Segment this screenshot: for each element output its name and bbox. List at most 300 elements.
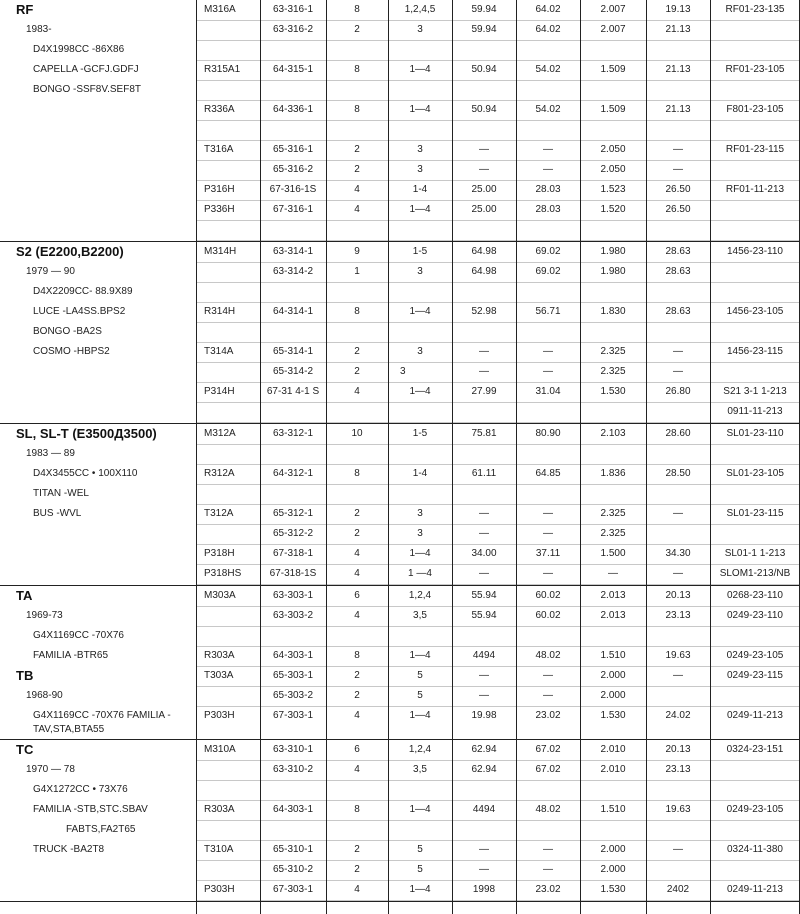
dim-a-cell: 4494 xyxy=(472,804,496,815)
thickness-cell: 2.325 xyxy=(600,366,626,377)
dim-c-cell xyxy=(646,820,710,840)
table-row xyxy=(0,242,800,262)
dim-c-cell: 28.60 xyxy=(665,428,691,439)
part-code-cell xyxy=(200,80,264,100)
dim-a-cell: 52.98 xyxy=(471,306,497,317)
dim-b-cell: 31.04 xyxy=(535,386,561,397)
model-title: TB xyxy=(16,668,34,683)
dim-b-cell xyxy=(516,820,580,840)
dim-b-cell: 60.02 xyxy=(535,590,561,601)
dim-a-cell xyxy=(452,120,516,140)
part-code-cell: P303H xyxy=(204,710,235,721)
positions-cell: 5 xyxy=(417,690,423,701)
positions-cell xyxy=(388,40,452,60)
table-row xyxy=(0,20,800,40)
dim-c-cell: — xyxy=(673,346,683,357)
part-number-cell: 67-318-1 xyxy=(272,548,314,559)
thickness-cell: 1.530 xyxy=(600,386,626,397)
dim-a-cell: — xyxy=(479,568,489,579)
thickness-cell: 1.509 xyxy=(600,104,626,115)
dim-a-cell: 50.94 xyxy=(471,64,497,75)
dim-b-cell: 48.02 xyxy=(535,650,561,661)
positions-cell: 1—4 xyxy=(409,306,431,317)
thickness-cell: 2.325 xyxy=(600,346,626,357)
model-info: FAMILIA -STB,STC.SBAV xyxy=(33,804,148,815)
oem-number-cell: RF01-23-135 xyxy=(725,4,785,15)
column-divider xyxy=(326,0,327,914)
positions-cell xyxy=(388,80,452,100)
dim-a-cell: 64.98 xyxy=(471,266,497,277)
part-number-cell: 65-303-1 xyxy=(272,670,314,681)
oem-number-cell xyxy=(710,626,800,646)
dim-a-cell: 50.94 xyxy=(471,104,497,115)
dim-c-cell: 2402 xyxy=(666,884,690,895)
part-number-cell xyxy=(260,780,326,800)
part-code-cell xyxy=(200,322,264,342)
dim-c-cell: 23.13 xyxy=(665,764,691,775)
quantity-cell xyxy=(326,780,388,800)
oem-number-cell xyxy=(710,80,800,100)
table-row xyxy=(0,586,800,606)
positions-cell: 1-4 xyxy=(412,468,428,479)
dim-b-cell: 54.02 xyxy=(535,104,561,115)
model-info xyxy=(0,120,196,140)
dim-a-cell: 55.94 xyxy=(471,590,497,601)
dim-a-cell xyxy=(452,80,516,100)
part-number-cell: 63-303-2 xyxy=(272,610,314,621)
table-row xyxy=(0,840,800,860)
part-code-cell: R314H xyxy=(204,306,236,317)
model-info: D4X1998CC -86X86 xyxy=(33,44,125,55)
part-code-cell xyxy=(200,160,264,180)
thickness-cell: 1.523 xyxy=(600,184,626,195)
part-code-cell: R312A xyxy=(204,468,235,479)
thickness-cell: 2.007 xyxy=(600,4,626,15)
positions-cell: 3 xyxy=(417,144,423,155)
oem-number-cell: 0249-23-110 xyxy=(727,610,783,621)
dim-b-cell xyxy=(516,780,580,800)
part-number-cell xyxy=(260,120,326,140)
model-info xyxy=(0,180,196,200)
oem-number-cell xyxy=(710,780,800,800)
positions-cell xyxy=(388,626,452,646)
dim-b-cell: 80.90 xyxy=(535,428,561,439)
quantity-cell: 4 xyxy=(354,184,360,195)
dim-b-cell: — xyxy=(543,528,553,539)
model-info: BONGO -SSF8V.SEF8T xyxy=(33,84,141,95)
table-row xyxy=(0,362,800,382)
part-number-cell: 63-316-2 xyxy=(272,24,314,35)
model-info xyxy=(0,140,196,160)
quantity-cell: 4 xyxy=(354,884,360,895)
part-number-cell: 67-303-1 xyxy=(272,710,314,721)
thickness-cell: 1.500 xyxy=(600,548,626,559)
thickness-cell: 2.325 xyxy=(600,528,626,539)
model-title: TC xyxy=(16,742,34,757)
model-info: COSMO -HBPS2 xyxy=(33,346,110,357)
oem-number-cell xyxy=(710,220,800,240)
part-code-cell: R336A xyxy=(204,104,235,115)
thickness-cell xyxy=(580,80,646,100)
positions-cell: 5 xyxy=(417,864,423,875)
dim-a-cell: 64.98 xyxy=(471,246,497,257)
dim-b-cell: 69.02 xyxy=(535,266,561,277)
part-number-cell: 65-310-1 xyxy=(272,844,314,855)
table-row xyxy=(0,740,800,760)
quantity-cell: 4 xyxy=(354,568,360,579)
dim-a-cell xyxy=(452,40,516,60)
part-code-cell xyxy=(200,220,264,240)
dim-c-cell: — xyxy=(673,144,683,155)
thickness-cell: 1.530 xyxy=(600,884,626,895)
quantity-cell xyxy=(326,484,388,504)
quantity-cell xyxy=(326,120,388,140)
dim-c-cell: 28.63 xyxy=(665,266,691,277)
quantity-cell: 4 xyxy=(354,386,360,397)
quantity-cell: 2 xyxy=(354,346,360,357)
model-info xyxy=(0,220,196,240)
part-number-cell: 64-315-1 xyxy=(272,64,314,75)
dim-b-cell: 28.03 xyxy=(535,204,561,215)
dim-b-cell: — xyxy=(543,164,553,175)
thickness-cell: 2.013 xyxy=(600,590,626,601)
part-number-cell: 64-314-1 xyxy=(272,306,314,317)
table-row xyxy=(0,322,800,342)
oem-number-cell: 0249-11-213 xyxy=(727,710,783,721)
part-number-cell xyxy=(260,282,326,302)
oem-number-cell xyxy=(710,120,800,140)
dim-c-cell xyxy=(646,402,710,422)
part-number-cell: 63-310-2 xyxy=(272,764,314,775)
dim-c-cell: 34.30 xyxy=(665,548,691,559)
dim-c-cell xyxy=(646,686,710,706)
oem-number-cell xyxy=(710,760,800,780)
model-info xyxy=(0,382,196,402)
model-title: RF xyxy=(16,2,34,17)
quantity-cell: 4 xyxy=(354,204,360,215)
quantity-cell: 2 xyxy=(354,366,360,377)
model-info: G4X1169CC -70X76 FAMILIA -TAV,STA,BTA55 xyxy=(33,710,171,735)
positions-cell: 3 xyxy=(417,508,423,519)
table-row xyxy=(0,302,800,322)
part-number-cell: 63-310-1 xyxy=(272,744,314,755)
thickness-cell xyxy=(580,282,646,302)
dim-a-cell: — xyxy=(479,864,489,875)
model-info: TITAN -WEL xyxy=(33,488,89,499)
table-row xyxy=(0,800,800,820)
dim-c-cell: — xyxy=(673,508,683,519)
dim-a-cell: 55.94 xyxy=(471,610,497,621)
dim-a-cell: — xyxy=(479,528,489,539)
quantity-cell: 2 xyxy=(354,24,360,35)
table-row xyxy=(0,760,800,780)
table-row xyxy=(0,706,800,735)
dim-a-cell xyxy=(452,322,516,342)
dim-b-cell: 64.02 xyxy=(535,4,561,15)
part-number-cell xyxy=(260,626,326,646)
thickness-cell xyxy=(580,402,646,422)
part-code-cell: P318HS xyxy=(204,568,242,579)
dim-b-cell xyxy=(516,402,580,422)
dim-b-cell: — xyxy=(543,144,553,155)
dim-c-cell xyxy=(646,444,710,464)
quantity-cell xyxy=(326,220,388,240)
part-code-cell: T316A xyxy=(204,144,234,155)
dim-c-cell xyxy=(646,220,710,240)
oem-number-cell: F801-23-105 xyxy=(726,104,784,115)
part-code-cell: T310A xyxy=(204,844,234,855)
thickness-cell: 1.830 xyxy=(600,306,626,317)
dim-a-cell: — xyxy=(479,670,489,681)
part-number-cell: 64-312-1 xyxy=(272,468,314,479)
model-info xyxy=(0,402,196,422)
part-number-cell: 67-303-1 xyxy=(272,884,314,895)
quantity-cell: 8 xyxy=(354,306,360,317)
thickness-cell xyxy=(580,484,646,504)
part-code-cell xyxy=(200,262,264,282)
part-number-cell: 64-303-1 xyxy=(272,804,314,815)
part-number-cell: 67-316-1S xyxy=(269,184,317,195)
quantity-cell: 2 xyxy=(354,144,360,155)
dim-b-cell: 28.03 xyxy=(535,184,561,195)
part-number-cell: 65-303-2 xyxy=(272,690,314,701)
table-row xyxy=(0,424,800,444)
table-row xyxy=(0,464,800,484)
dim-c-cell xyxy=(646,282,710,302)
quantity-cell: 2 xyxy=(354,670,360,681)
oem-number-cell: SLOM1-213/NB xyxy=(719,568,791,579)
table-row xyxy=(0,0,800,20)
oem-number-cell xyxy=(710,200,800,220)
quantity-cell: 10 xyxy=(351,428,363,439)
dim-a-cell: 61.11 xyxy=(471,468,497,479)
quantity-cell: 2 xyxy=(354,508,360,519)
quantity-cell: 8 xyxy=(354,64,360,75)
positions-cell xyxy=(388,402,452,422)
dim-b-cell: 56.71 xyxy=(535,306,561,317)
dim-a-cell xyxy=(452,484,516,504)
positions-cell: 3 xyxy=(417,24,423,35)
part-code-cell xyxy=(200,40,264,60)
oem-number-cell: 0324-23-151 xyxy=(726,744,784,755)
model-title: TA xyxy=(16,588,33,603)
thickness-cell xyxy=(580,40,646,60)
part-number-cell: 63-314-1 xyxy=(272,246,314,257)
model-info xyxy=(0,100,196,120)
dim-a-cell: — xyxy=(479,346,489,357)
quantity-cell xyxy=(326,820,388,840)
model-info xyxy=(0,160,196,180)
part-number-cell: 65-314-1 xyxy=(272,346,314,357)
table-row xyxy=(0,444,800,464)
positions-cell: 1-5 xyxy=(412,246,428,257)
oem-number-cell xyxy=(710,860,800,880)
part-code-cell xyxy=(200,760,264,780)
part-code-cell xyxy=(200,362,264,382)
dim-b-cell: — xyxy=(543,844,553,855)
part-number-cell: 67-316-1 xyxy=(272,204,314,215)
oem-number-cell xyxy=(710,444,800,464)
oem-number-cell xyxy=(710,484,800,504)
dim-a-cell xyxy=(452,820,516,840)
quantity-cell: 4 xyxy=(354,710,360,721)
positions-cell: 1—4 xyxy=(409,204,431,215)
column-divider xyxy=(646,0,647,914)
part-code-cell: T312A xyxy=(204,508,234,519)
positions-cell: 1-5 xyxy=(412,428,428,439)
table-row xyxy=(0,524,800,544)
table-row xyxy=(0,606,800,626)
part-code-cell xyxy=(200,606,264,626)
dim-a-cell: — xyxy=(479,164,489,175)
dim-c-cell xyxy=(646,626,710,646)
positions-cell: 5 xyxy=(417,670,423,681)
model-info: LUCE -LA4SS.BPS2 xyxy=(33,306,126,317)
thickness-cell: 2.000 xyxy=(600,690,626,701)
model-info xyxy=(0,880,196,900)
quantity-cell: 8 xyxy=(354,104,360,115)
oem-number-cell xyxy=(710,262,800,282)
positions-cell: 1—4 xyxy=(409,710,431,721)
oem-number-cell: SL01-23-115 xyxy=(726,508,784,519)
model-info: FABTS,FA2T65 xyxy=(66,824,136,835)
positions-cell xyxy=(388,322,452,342)
dim-c-cell: 21.13 xyxy=(665,24,691,35)
quantity-cell: 2 xyxy=(354,690,360,701)
dim-b-cell xyxy=(516,220,580,240)
positions-cell: 3 xyxy=(417,266,423,277)
dim-b-cell xyxy=(516,444,580,464)
table-row xyxy=(0,120,800,140)
part-number-cell xyxy=(260,322,326,342)
model-info: G4X1272CC • 73X76 xyxy=(33,784,128,795)
oem-number-cell xyxy=(710,524,800,544)
model-info: 1983- xyxy=(26,24,52,35)
dim-c-cell xyxy=(646,860,710,880)
quantity-cell: 2 xyxy=(354,164,360,175)
dim-c-cell: 28.50 xyxy=(665,468,691,479)
oem-number-cell: 0249-23-105 xyxy=(726,650,784,661)
dim-a-cell xyxy=(452,402,516,422)
model-info xyxy=(0,362,196,382)
oem-number-cell xyxy=(710,686,800,706)
part-code-cell xyxy=(200,444,264,464)
thickness-cell xyxy=(580,120,646,140)
model-info: 1968-90 xyxy=(26,690,63,701)
oem-number-cell xyxy=(710,322,800,342)
thickness-cell: 1.980 xyxy=(600,246,626,257)
dim-a-cell: 1998 xyxy=(472,884,496,895)
part-code-cell: P318H xyxy=(204,548,235,559)
dim-c-cell xyxy=(646,40,710,60)
model-info: 1983 — 89 xyxy=(26,448,75,459)
column-divider xyxy=(580,0,581,914)
quantity-cell xyxy=(326,80,388,100)
model-info: G4X1169CC -70X76 xyxy=(33,630,124,641)
model-info: 1970 — 78 xyxy=(26,764,75,775)
model-info xyxy=(0,544,196,564)
model-info: BUS -WVL xyxy=(33,508,82,519)
dim-b-cell: 23.02 xyxy=(535,710,561,721)
positions-cell: 3,5 xyxy=(413,610,427,621)
table-row xyxy=(0,60,800,80)
thickness-cell: 2.000 xyxy=(600,844,626,855)
dim-a-cell xyxy=(452,282,516,302)
column-divider xyxy=(710,0,711,914)
dim-a-cell xyxy=(452,626,516,646)
dim-a-cell: 62.94 xyxy=(471,744,497,755)
dim-b-cell xyxy=(516,120,580,140)
table-row xyxy=(0,860,800,880)
model-info: D4X2209CC- 88.9X89 xyxy=(33,286,133,297)
dim-b-cell: — xyxy=(543,346,553,357)
table-row xyxy=(0,282,800,302)
dim-c-cell xyxy=(646,484,710,504)
model-info: 1979 — 90 xyxy=(26,266,75,277)
thickness-cell: 2.000 xyxy=(600,670,626,681)
oem-number-cell xyxy=(710,160,800,180)
dim-b-cell: 54.02 xyxy=(535,64,561,75)
part-code-cell: M303A xyxy=(204,590,236,601)
quantity-cell xyxy=(326,282,388,302)
part-number-cell xyxy=(260,444,326,464)
dim-a-cell: 59.94 xyxy=(471,24,497,35)
dim-c-cell: 19.63 xyxy=(665,650,691,661)
table-row xyxy=(0,80,800,100)
table-row xyxy=(0,686,800,706)
table-row xyxy=(0,140,800,160)
dim-b-cell: 69.02 xyxy=(535,246,561,257)
thickness-cell xyxy=(580,780,646,800)
dim-a-cell: — xyxy=(479,690,489,701)
table-row xyxy=(0,780,800,800)
thickness-cell: 1.836 xyxy=(600,468,626,479)
dim-b-cell: — xyxy=(543,690,553,701)
part-code-cell xyxy=(200,484,264,504)
dim-b-cell: 37.11 xyxy=(535,548,561,559)
part-number-cell: 67-31 4-1 S xyxy=(266,386,320,397)
quantity-cell xyxy=(326,626,388,646)
dim-c-cell: 28.63 xyxy=(665,246,691,257)
part-code-cell: P316H xyxy=(204,184,235,195)
positions-cell xyxy=(388,780,452,800)
oem-number-cell: 0324-11-380 xyxy=(727,844,783,855)
thickness-cell: 1.980 xyxy=(600,266,626,277)
dim-c-cell: — xyxy=(673,568,683,579)
part-code-cell xyxy=(200,524,264,544)
oem-number-cell: 1456-23-110 xyxy=(727,246,783,257)
dim-b-cell: 67.02 xyxy=(535,744,561,755)
dim-a-cell: 19.98 xyxy=(471,710,497,721)
oem-number-cell: SL01-1 1-213 xyxy=(724,548,786,559)
positions-cell: 5 xyxy=(417,844,423,855)
table-row xyxy=(0,820,800,840)
dim-a-cell: — xyxy=(479,844,489,855)
oem-number-cell: 0249-23-105 xyxy=(726,804,784,815)
model-info: FAMILIA -BTR65 xyxy=(33,650,109,661)
thickness-cell: 2.103 xyxy=(600,428,626,439)
oem-number-cell xyxy=(710,20,800,40)
dim-c-cell: 26.50 xyxy=(665,184,691,195)
model-title: S2 (E2200,B2200) xyxy=(16,244,124,259)
dim-a-cell: 25.00 xyxy=(471,204,497,215)
positions-cell xyxy=(388,120,452,140)
positions-cell: 3,5 xyxy=(413,764,427,775)
thickness-cell: — xyxy=(608,568,618,579)
quantity-cell: 6 xyxy=(354,590,360,601)
quantity-cell: 8 xyxy=(354,650,360,661)
part-number-cell: 63-316-1 xyxy=(272,4,314,15)
